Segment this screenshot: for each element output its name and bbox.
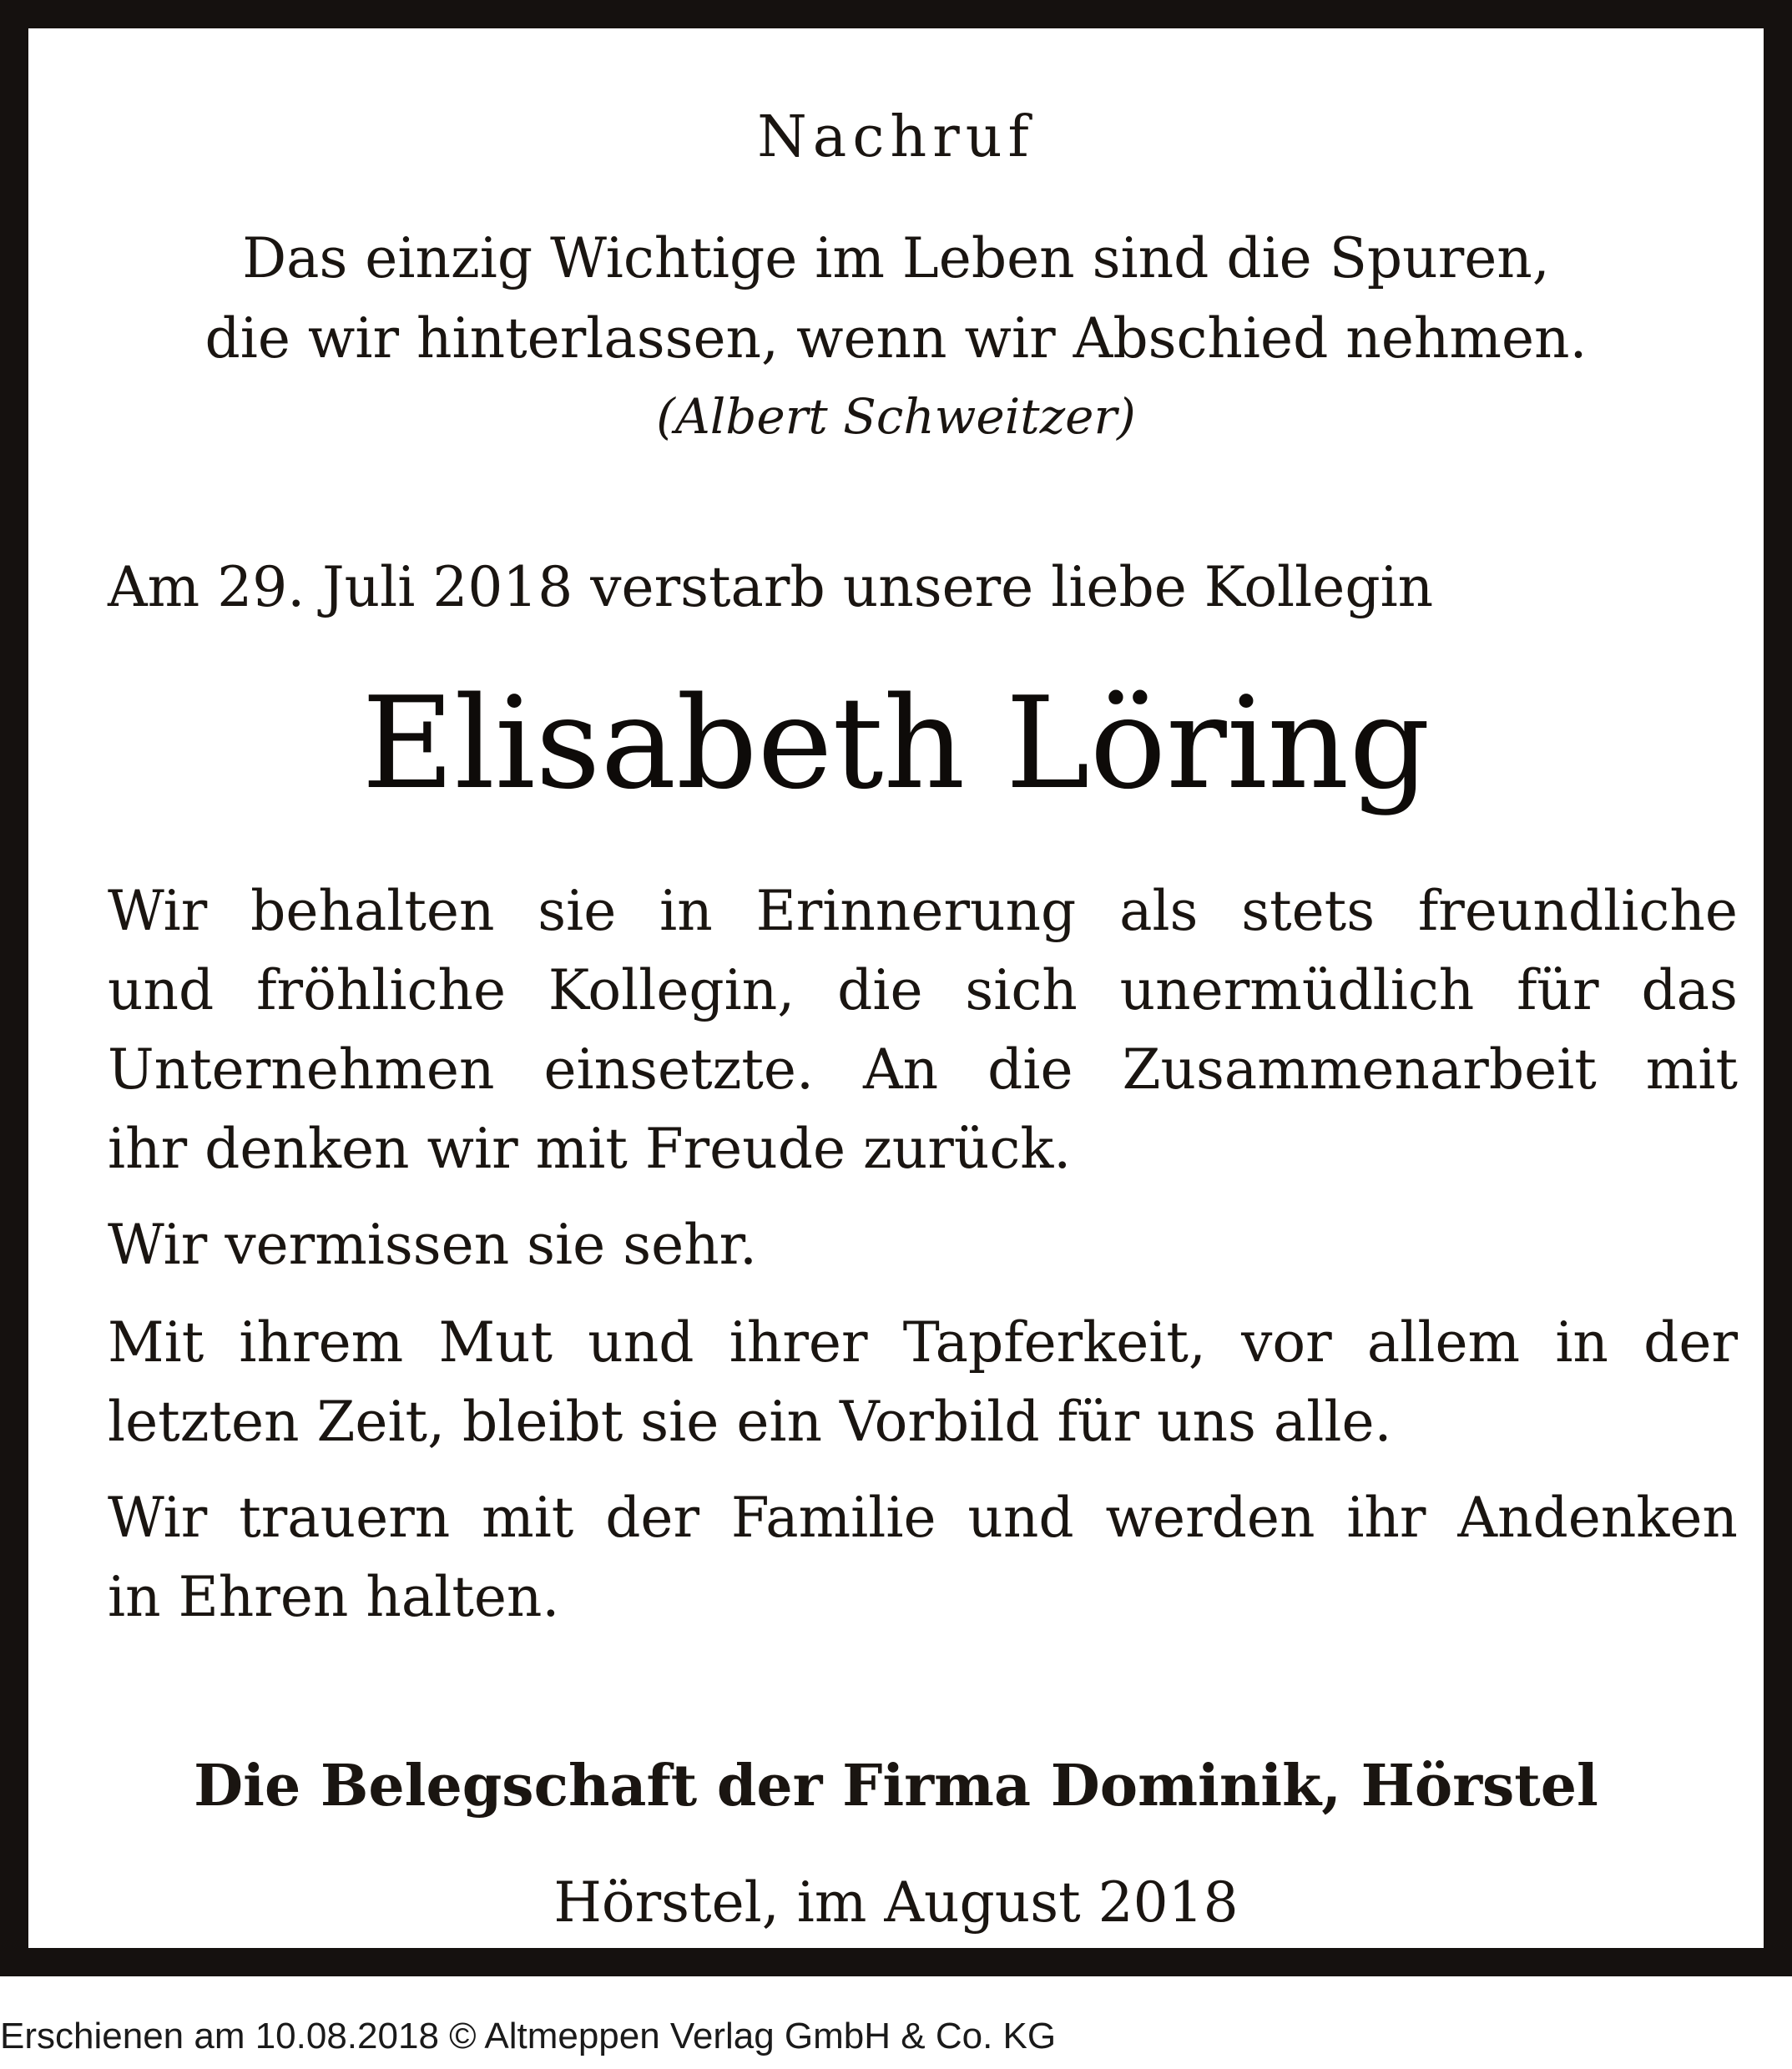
text-line — [108, 1030, 1738, 1109]
word: behalten — [250, 879, 495, 943]
word: trauern — [239, 1486, 451, 1550]
deceased-name: Elisabeth Löring — [361, 669, 1431, 817]
word: als — [1119, 879, 1199, 943]
text-line: in Ehren halten. — [108, 1565, 560, 1629]
word: stets — [1241, 879, 1376, 943]
text-line: letzten Zeit, bleibt sie ein Vorbild für uns alle. — [108, 1390, 1392, 1454]
word: mit — [482, 1486, 574, 1550]
word: ihr — [1346, 1486, 1426, 1550]
word: Wir — [108, 879, 208, 943]
text-line — [108, 1478, 1738, 1557]
paragraph — [108, 1303, 1738, 1461]
word: in — [659, 879, 713, 943]
word: der — [605, 1486, 700, 1550]
word: Erinnerung — [755, 879, 1077, 943]
word: ihrer — [729, 1310, 868, 1375]
word: ihrem — [239, 1310, 404, 1375]
word: vor — [1241, 1310, 1332, 1375]
text-line — [108, 871, 1738, 951]
quote-author: (Albert Schweitzer) — [656, 388, 1136, 445]
word: Zusammenarbeit — [1122, 1037, 1597, 1102]
text-line: ihr denken wir mit Freude zurück. — [108, 1117, 1072, 1181]
signature: Die Belegschaft der Firma Dominik, Hörstel — [194, 1753, 1598, 1819]
word: Unternehmen — [108, 1037, 495, 1102]
word: fröhliche — [256, 958, 507, 1022]
place-date: Hörstel, im August 2018 — [553, 1870, 1239, 1935]
text-line: Wir vermissen sie sehr. — [108, 1213, 757, 1277]
word: werden — [1105, 1486, 1315, 1550]
word: sich — [965, 958, 1078, 1022]
word: das — [1641, 958, 1738, 1022]
word: und — [108, 958, 215, 1022]
paragraph — [108, 1205, 1738, 1284]
quote-line: die wir hinterlassen, wenn wir Abschied nehmen. — [204, 306, 1588, 371]
word: unermüdlich — [1119, 958, 1475, 1022]
word: allem — [1366, 1310, 1521, 1375]
quote — [28, 219, 1764, 379]
word: An — [862, 1037, 939, 1102]
intro-text: Am 29. Juli 2018 verstarb unsere liebe Kollegin — [108, 555, 1434, 619]
paragraph — [108, 1478, 1738, 1637]
word: mit — [1645, 1037, 1738, 1102]
word: die — [987, 1037, 1073, 1102]
word: und — [588, 1310, 694, 1375]
publication-footer: Erschienen am 10.08.2018 © Altmeppen Verlag GmbH & Co. KG — [0, 2016, 1057, 2056]
word: Mit — [108, 1310, 204, 1375]
word: Tapferkeit, — [902, 1310, 1206, 1375]
word: die — [837, 958, 923, 1022]
word: Andenken — [1457, 1486, 1738, 1550]
word: Kollegin, — [548, 958, 795, 1022]
quote-line: Das einzig Wichtige im Leben sind die Spuren, — [242, 226, 1550, 290]
word: Familie — [730, 1486, 936, 1550]
word: in — [1555, 1310, 1608, 1375]
word: Wir — [108, 1486, 208, 1550]
word: einsetzte. — [543, 1037, 814, 1102]
word: und — [967, 1486, 1074, 1550]
word: für — [1517, 958, 1599, 1022]
word: der — [1643, 1310, 1738, 1375]
paragraph — [108, 871, 1738, 1188]
text-line — [108, 951, 1738, 1030]
word: Mut — [438, 1310, 553, 1375]
word: sie — [538, 879, 617, 943]
word: freundliche — [1417, 879, 1738, 943]
text-line — [108, 1303, 1738, 1382]
notice-heading: Nachruf — [757, 104, 1035, 170]
